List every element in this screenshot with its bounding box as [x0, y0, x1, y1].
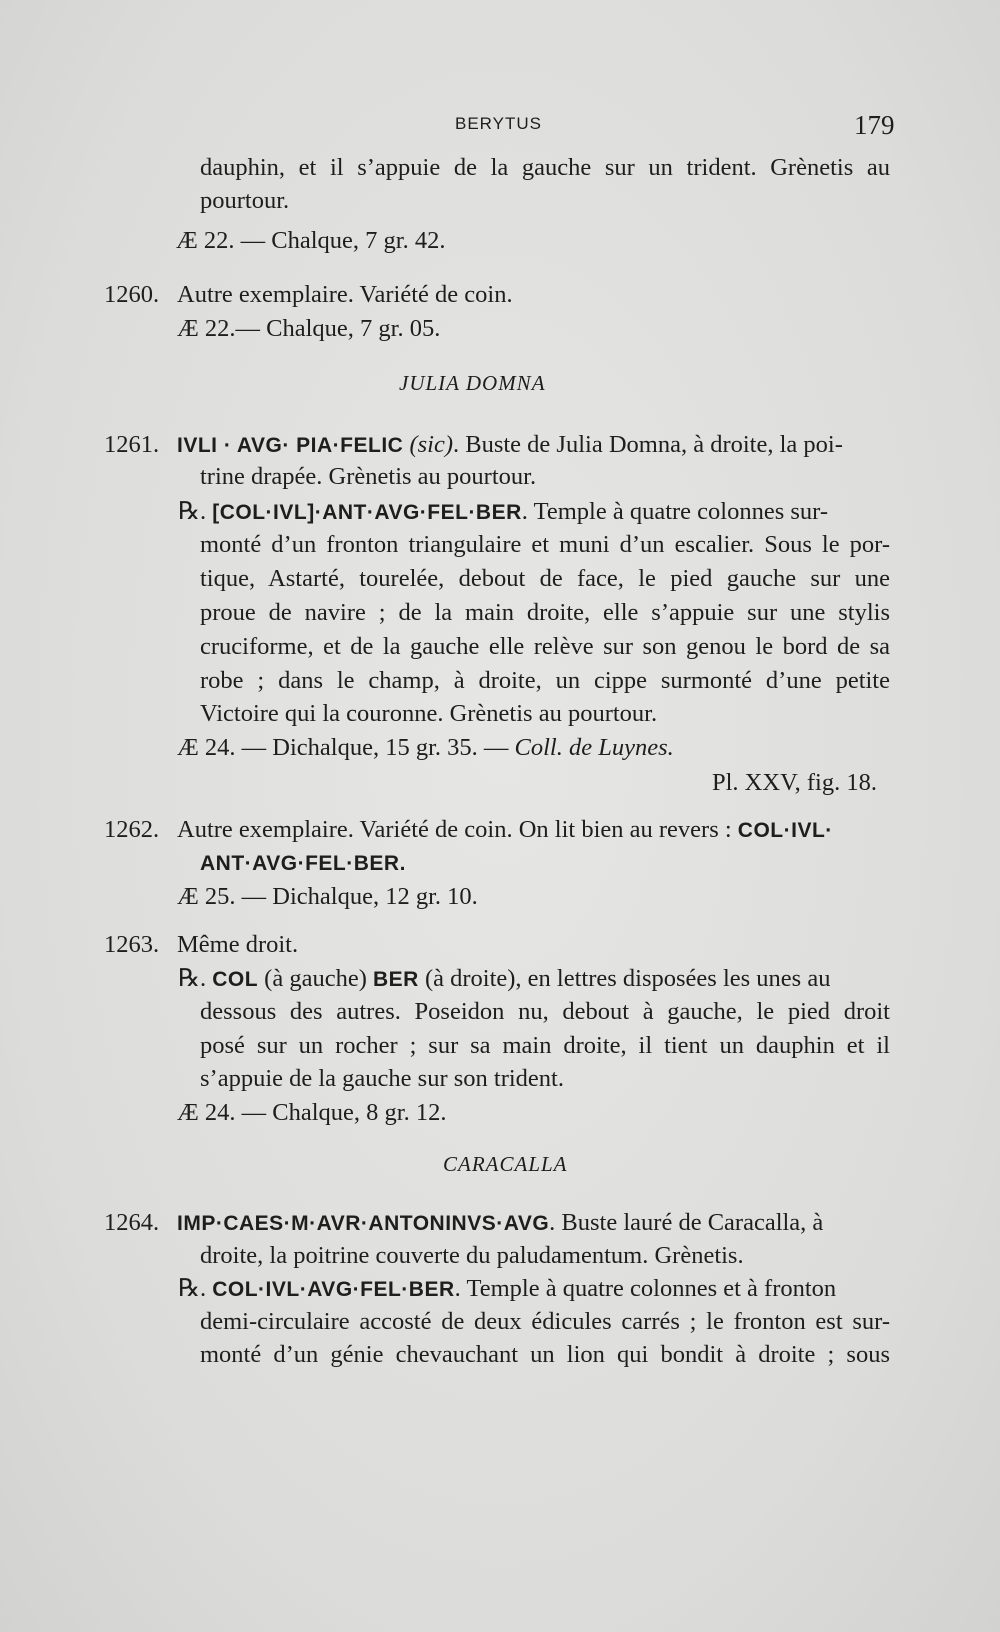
description-line: trine drapée. Grènetis au pourtour.: [200, 463, 537, 490]
reverse-description: . Temple à quatre colonnes sur-: [521, 498, 828, 525]
entry-text: Même droit.: [177, 931, 299, 958]
page-number: 179: [854, 110, 895, 140]
section-title: CARACALLA: [443, 1152, 568, 1176]
description-line: cruciforme, et de la gauche elle relève sur son genou le bord de sa: [200, 633, 890, 660]
description-line: dessous des autres. Poseidon nu, debout à gauche, le pied droit: [200, 998, 890, 1025]
description-line: proue de navire ; de la main droite, elle s’appuie sur une stylis: [200, 599, 890, 626]
entry-number: 1261.: [104, 431, 160, 458]
obverse-line: [177, 1208, 891, 1239]
weight-line: Æ 22.— Chalque, 7 gr. 05.: [177, 315, 441, 342]
description-line: tique, Astarté, tourelée, debout de face, le pied gauche sur une: [200, 565, 890, 592]
entry-number: 1263.: [104, 931, 160, 958]
description-line: robe ; dans le champ, à droite, un cippe surmonté d’une petite: [200, 667, 890, 694]
description-line: monté d’un fronton triangulaire et muni d’un escalier. Sous le por-: [200, 531, 890, 558]
legend-continuation: [200, 848, 406, 879]
weight-line: Æ 25. — Dichalque, 12 gr. 10.: [177, 883, 478, 910]
reverse-legend: ANT·AVG·FEL·BER.: [200, 852, 406, 875]
description-line: Victoire qui la couronne. Grènetis au pourtour.: [200, 700, 658, 727]
entry-number: 1264.: [104, 1209, 160, 1236]
weight-text: Æ 24. — Dichalque, 15 gr. 35. —: [177, 734, 515, 761]
description-line: monté d’un génie chevauchant un lion qui bondit à droite ; sous: [200, 1341, 890, 1368]
reverse-description: (à droite), en lettres disposées les unes au: [418, 965, 831, 992]
reverse-legend: [COL·IVL]·ANT·AVG·FEL·BER: [212, 501, 522, 524]
weight-line: [177, 733, 674, 763]
collection-name: Coll. de Luynes.: [514, 734, 674, 761]
description-line: demi-circulaire accosté de deux édicules carrés ; le fronton est sur-: [200, 1308, 890, 1335]
obverse-line: [177, 430, 891, 461]
obverse-description: . Buste de Julia Domna, à droite, la poi-: [453, 431, 843, 458]
reverse-line: [178, 964, 890, 995]
section-title: JULIA DOMNA: [399, 371, 546, 395]
page-header: [0, 110, 1000, 142]
entry-number: 1260.: [104, 281, 160, 308]
obverse-legend: IMP·CAES·M·AVR·ANTONINVS·AVG: [177, 1212, 550, 1235]
entry-description: Autre exemplaire. Variété de coin. On lit bien au revers :: [177, 816, 738, 843]
reverse-mark: ℞.: [178, 1275, 207, 1302]
description-line: droite, la poitrine couverte du paludamentum. Grènetis.: [200, 1242, 744, 1269]
sic-note: (sic): [409, 431, 453, 458]
description-line: s’appuie de la gauche sur son trident.: [200, 1065, 564, 1092]
obverse-description: . Buste lauré de Caracalla, à: [549, 1209, 824, 1236]
running-title: BERYTUS: [455, 114, 542, 133]
reverse-legend: COL·IVL·AVG·FEL·BER: [212, 1278, 455, 1301]
entry-number: 1262.: [104, 816, 160, 843]
entry-text: Autre exemplaire. Variété de coin.: [177, 281, 513, 308]
reverse-line: [178, 497, 890, 528]
reverse-mark: ℞.: [178, 965, 207, 992]
reverse-mark: ℞.: [178, 498, 207, 525]
legend-ber: BER: [373, 968, 419, 991]
continuation-line: dauphin, et il s’appuie de la gauche sur un trident. Grènetis au: [200, 154, 890, 181]
reverse-description: . Temple à quatre colonnes et à fronton: [454, 1275, 837, 1302]
description-line: posé sur un rocher ; sur sa main droite, il tient un dauphin et il: [200, 1032, 890, 1059]
weight-line: Æ 22. — Chalque, 7 gr. 42.: [176, 227, 446, 254]
entry-text: [177, 815, 833, 846]
legend-col: COL: [212, 968, 259, 991]
obverse-legend: IVLI · AVG· PIA·FELIC: [177, 434, 404, 457]
reverse-legend: COL·IVL·: [737, 819, 833, 842]
plate-reference: Pl. XXV, fig. 18.: [712, 769, 877, 796]
reverse-line: [178, 1274, 890, 1305]
continuation-line: pourtour.: [200, 187, 290, 214]
weight-line: Æ 24. — Chalque, 8 gr. 12.: [177, 1099, 447, 1126]
reverse-description: (à gauche): [258, 965, 373, 992]
